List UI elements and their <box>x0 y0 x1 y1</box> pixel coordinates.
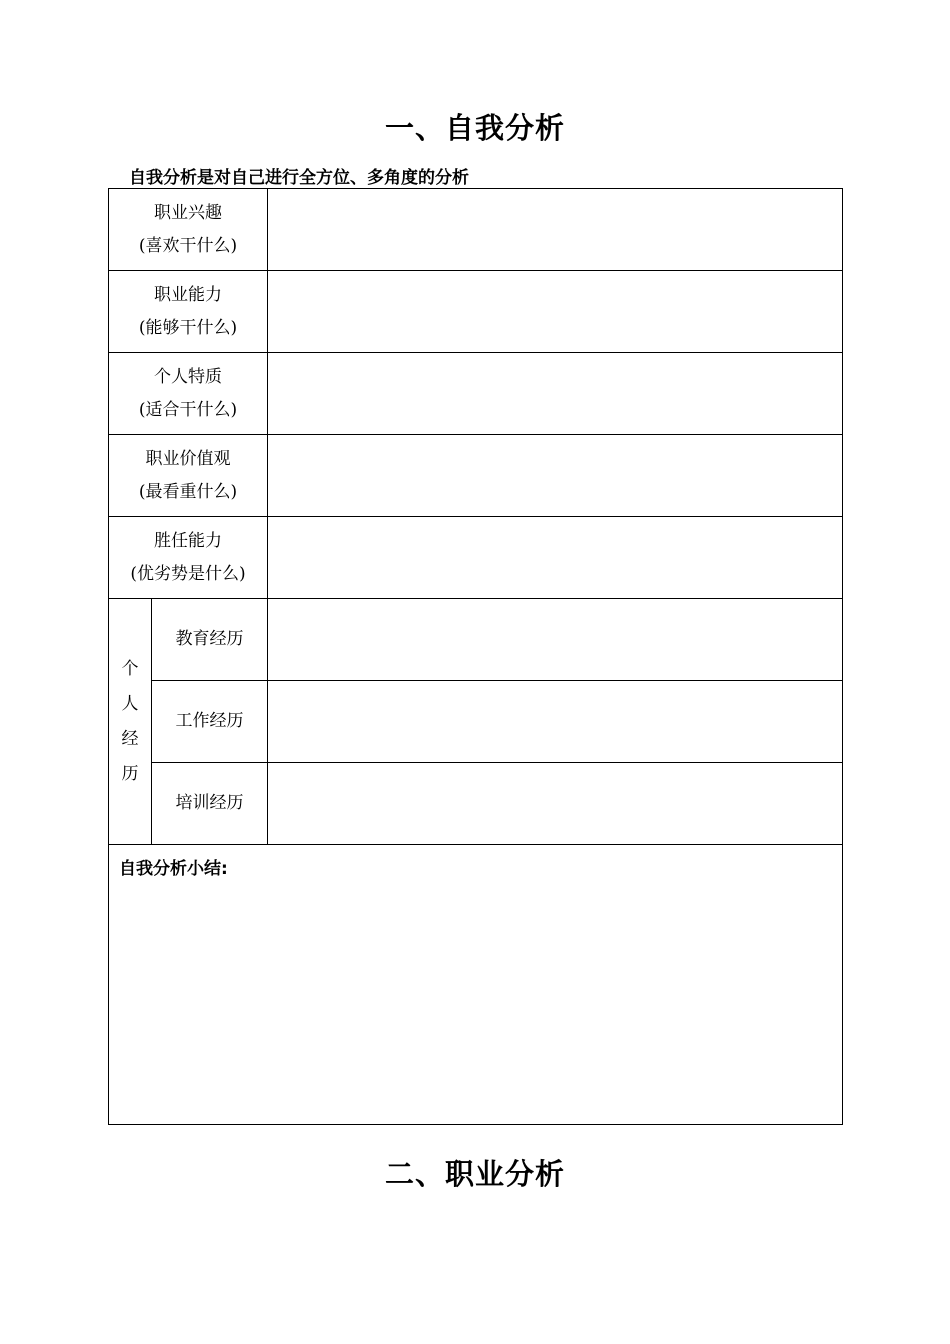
row-label-main: 职业价值观 <box>145 448 231 469</box>
row-label-training: 培训经历 <box>152 763 268 845</box>
training-answer-cell[interactable] <box>268 763 843 845</box>
section-title-career-analysis: 二、职业分析 <box>384 1157 565 1191</box>
competence-answer-cell[interactable] <box>268 517 843 599</box>
row-label-career-values <box>109 435 268 517</box>
row-label-main: 职业能力 <box>154 284 222 305</box>
table-row <box>109 435 843 517</box>
table-row <box>109 517 843 599</box>
row-label-main: 胜任能力 <box>154 530 222 551</box>
row-label-main: 职业兴趣 <box>154 202 222 223</box>
work-answer-cell[interactable] <box>268 681 843 763</box>
section-subtitle: 自我分析是对自己进行全方位、多角度的分析 <box>129 168 469 188</box>
career-values-answer-cell[interactable] <box>268 435 843 517</box>
row-label-note: (优劣势是什么) <box>130 563 246 584</box>
group-char: 经 <box>121 728 139 749</box>
table-row <box>109 599 843 681</box>
table-row <box>109 845 843 1125</box>
table-row <box>109 189 843 271</box>
row-label-note: (能够干什么) <box>138 317 238 338</box>
row-label-career-interest <box>109 189 268 271</box>
personal-experience-group-label <box>109 599 152 845</box>
self-analysis-table <box>108 188 843 1125</box>
row-label-personal-traits <box>109 353 268 435</box>
group-char: 历 <box>121 763 139 784</box>
self-analysis-summary-cell[interactable] <box>109 845 843 1125</box>
career-interest-answer-cell[interactable] <box>268 189 843 271</box>
row-label-note: (最看重什么) <box>138 481 238 502</box>
table-row <box>109 353 843 435</box>
table-row <box>109 681 843 763</box>
row-label-note: (喜欢干什么) <box>138 235 238 256</box>
row-label-competence <box>109 517 268 599</box>
row-label-career-ability <box>109 271 268 353</box>
career-ability-answer-cell[interactable] <box>268 271 843 353</box>
group-char: 个 <box>121 658 139 679</box>
row-label-work: 工作经历 <box>152 681 268 763</box>
row-label-note: (适合干什么) <box>138 399 238 420</box>
group-char: 人 <box>121 693 139 714</box>
table-row <box>109 763 843 845</box>
education-answer-cell[interactable] <box>268 599 843 681</box>
row-label-main: 个人特质 <box>154 366 222 387</box>
personal-traits-answer-cell[interactable] <box>268 353 843 435</box>
section-title-self-analysis: 一、自我分析 <box>384 111 565 145</box>
row-label-education: 教育经历 <box>152 599 268 681</box>
table-row <box>109 271 843 353</box>
summary-label: 自我分析小结: <box>119 859 228 879</box>
